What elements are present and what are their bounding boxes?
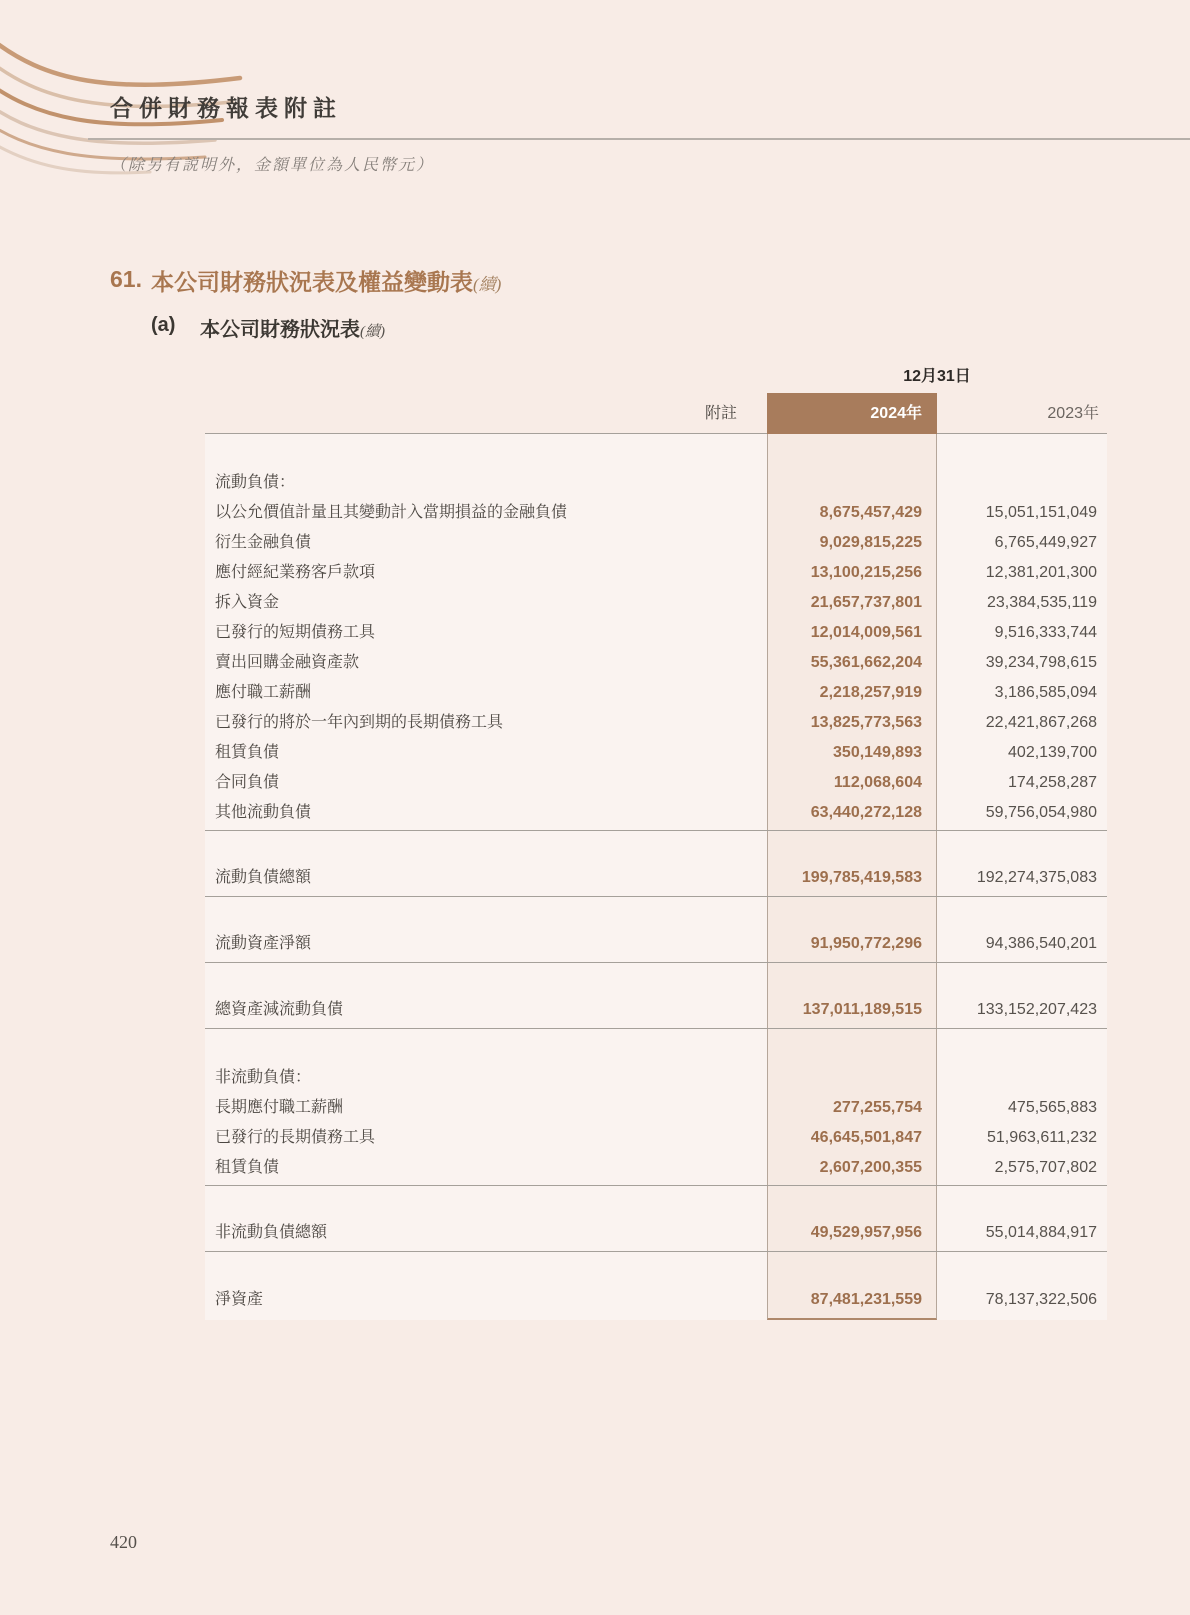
column-header-2024: 2024年 xyxy=(767,393,937,434)
table-row xyxy=(205,1123,1107,1153)
cell-v2024: 12,014,009,561 xyxy=(810,624,922,641)
table-row xyxy=(205,798,1107,828)
cell-v2024: 2,607,200,355 xyxy=(819,1159,922,1176)
section-title-suffix: (續) xyxy=(473,275,502,294)
cell-v2023: 192,274,375,083 xyxy=(976,869,1097,886)
cell-v2024: 112,068,604 xyxy=(833,774,922,791)
cell-v2023: 59,756,054,980 xyxy=(985,804,1097,821)
cell-note xyxy=(737,1093,767,1123)
cell-label: 其他流動負債 xyxy=(215,804,312,821)
cell-v2023: 22,421,867,268 xyxy=(985,714,1097,731)
cell-note xyxy=(737,863,767,893)
cell-note xyxy=(737,588,767,618)
cell-label: 淨資產 xyxy=(215,1291,264,1308)
cell-note xyxy=(737,995,767,1025)
table-header-row xyxy=(205,393,1107,434)
cell-v2024: 2,218,257,919 xyxy=(819,684,922,701)
cell-v2023: 3,186,585,094 xyxy=(994,684,1097,701)
cell-note xyxy=(737,798,767,828)
table-row xyxy=(205,1063,1107,1093)
table-row xyxy=(205,588,1107,618)
cell-label: 流動負債總額 xyxy=(215,869,312,886)
table-row xyxy=(205,738,1107,768)
cell-v2023: 133,152,207,423 xyxy=(976,1001,1097,1018)
cell-v2024: 277,255,754 xyxy=(833,1099,922,1116)
cell-label: 租賃負債 xyxy=(215,1159,280,1176)
subsection-title-text: 本公司財務狀況表 xyxy=(200,319,360,341)
cell-label: 流動資產淨額 xyxy=(215,935,312,952)
cell-label: 應付經紀業務客戶款項 xyxy=(215,564,376,581)
table-row xyxy=(205,1093,1107,1123)
table-date-header: 12月31日 xyxy=(903,368,971,385)
cell-v2024: 13,825,773,563 xyxy=(810,714,922,731)
table-row xyxy=(205,678,1107,708)
table-row xyxy=(205,498,1107,528)
cell-note xyxy=(737,618,767,648)
page-number: 420 xyxy=(110,1532,137,1552)
table-block xyxy=(205,831,1107,897)
cell-label: 合同負債 xyxy=(215,774,280,791)
cell-v2023: 39,234,798,615 xyxy=(985,654,1097,671)
cell-v2024: 46,645,501,847 xyxy=(810,1129,922,1146)
table-row xyxy=(205,468,1107,498)
cell-label: 拆入資金 xyxy=(215,594,280,611)
table-row xyxy=(205,929,1107,959)
cell-v2024 xyxy=(767,468,937,498)
table-row xyxy=(205,768,1107,798)
cell-note xyxy=(737,498,767,528)
cell-label: 已發行的長期債務工具 xyxy=(215,1129,376,1146)
cell-note xyxy=(737,528,767,558)
cell-v2024: 13,100,215,256 xyxy=(810,564,922,581)
table-block xyxy=(205,897,1107,963)
cell-note xyxy=(737,1063,767,1093)
table-row xyxy=(205,1285,1107,1315)
cell-label: 賣出回購金融資產款 xyxy=(215,654,360,671)
header-divider xyxy=(88,138,1190,140)
cell-label: 總資產減流動負債 xyxy=(215,1001,344,1018)
table-block xyxy=(205,1252,1107,1318)
table-blocks xyxy=(205,434,1107,1318)
cell-label: 已發行的將於一年內到期的長期債務工具 xyxy=(215,714,504,731)
cell-v2024: 91,950,772,296 xyxy=(810,935,922,952)
cell-v2024 xyxy=(767,1063,937,1093)
table-row xyxy=(205,708,1107,738)
cell-note xyxy=(737,768,767,798)
cell-v2024: 63,440,272,128 xyxy=(810,804,922,821)
cell-v2024: 8,675,457,429 xyxy=(819,504,922,521)
cell-v2024: 199,785,419,583 xyxy=(801,869,922,886)
page-subtitle: （除另有説明外，金額單位為人民幣元） xyxy=(110,157,435,174)
cell-v2023 xyxy=(937,1063,1107,1093)
cell-note xyxy=(737,1123,767,1153)
table-block xyxy=(205,434,1107,831)
cell-note xyxy=(737,558,767,588)
cell-note xyxy=(737,468,767,498)
cell-v2023: 475,565,883 xyxy=(1008,1099,1097,1116)
financial-position-table xyxy=(205,393,1107,1320)
cell-label: 衍生金融負債 xyxy=(215,534,312,551)
subsection-label: (a) xyxy=(151,314,176,336)
cell-v2023: 55,014,884,917 xyxy=(985,1224,1097,1241)
cell-v2024: 87,481,231,559 xyxy=(810,1291,922,1308)
cell-v2023: 402,139,700 xyxy=(1008,744,1097,761)
table-row xyxy=(205,528,1107,558)
cell-v2023: 94,386,540,201 xyxy=(985,935,1097,952)
cell-v2023: 9,516,333,744 xyxy=(994,624,1097,641)
cell-note xyxy=(737,738,767,768)
cell-label: 流動負債： xyxy=(215,474,296,491)
cell-v2023: 12,381,201,300 xyxy=(985,564,1097,581)
cell-label: 租賃負債 xyxy=(215,744,280,761)
table-row xyxy=(205,618,1107,648)
cell-note xyxy=(737,1218,767,1248)
section-title xyxy=(151,264,501,297)
cell-v2023: 78,137,322,506 xyxy=(985,1291,1097,1308)
cell-label: 已發行的短期債務工具 xyxy=(215,624,376,641)
column-header-2023: 2023年 xyxy=(1047,405,1099,422)
cell-label: 應付職工薪酬 xyxy=(215,684,312,701)
cell-v2024: 55,361,662,204 xyxy=(810,654,922,671)
cell-v2023: 174,258,287 xyxy=(1008,774,1097,791)
cell-v2023: 2,575,707,802 xyxy=(994,1159,1097,1176)
cell-note xyxy=(737,708,767,738)
table-row xyxy=(205,863,1107,893)
table-row xyxy=(205,558,1107,588)
cell-note xyxy=(737,678,767,708)
cell-note xyxy=(737,1285,767,1315)
table-row xyxy=(205,1218,1107,1248)
cell-label: 長期應付職工薪酬 xyxy=(215,1099,344,1116)
section-number: 61. xyxy=(110,266,142,292)
table-row xyxy=(205,1153,1107,1183)
cell-v2023: 23,384,535,119 xyxy=(986,594,1097,611)
cell-note xyxy=(737,648,767,678)
cell-v2023 xyxy=(937,468,1107,498)
cell-v2023: 15,051,151,049 xyxy=(985,504,1097,521)
cell-v2023: 51,963,611,232 xyxy=(986,1129,1097,1146)
cell-v2024: 49,529,957,956 xyxy=(810,1224,922,1241)
table-row xyxy=(205,648,1107,678)
cell-note xyxy=(737,1153,767,1183)
cell-v2024: 137,011,189,515 xyxy=(802,1001,922,1018)
table-block xyxy=(205,963,1107,1029)
cell-v2024: 350,149,893 xyxy=(833,744,922,761)
subsection-title xyxy=(200,313,385,342)
section-title-text: 本公司財務狀況表及權益變動表 xyxy=(151,269,473,295)
cell-v2024: 21,657,737,801 xyxy=(810,594,922,611)
table-block xyxy=(205,1029,1107,1186)
cell-label: 非流動負債： xyxy=(215,1069,312,1086)
page-title: 合併財務報表附註 xyxy=(110,96,342,121)
cell-note xyxy=(737,929,767,959)
cell-label: 非流動負債總額 xyxy=(215,1224,328,1241)
table-block xyxy=(205,1186,1107,1252)
note-column-header: 附註 xyxy=(704,405,737,422)
table-body xyxy=(205,434,1107,1320)
table-row xyxy=(205,995,1107,1025)
cell-v2024: 9,029,815,225 xyxy=(819,534,922,551)
subsection-title-suffix: (續) xyxy=(360,324,385,340)
cell-v2023: 6,765,449,927 xyxy=(994,534,1097,551)
cell-label: 以公允價值計量且其變動計入當期損益的金融負債 xyxy=(215,504,568,521)
